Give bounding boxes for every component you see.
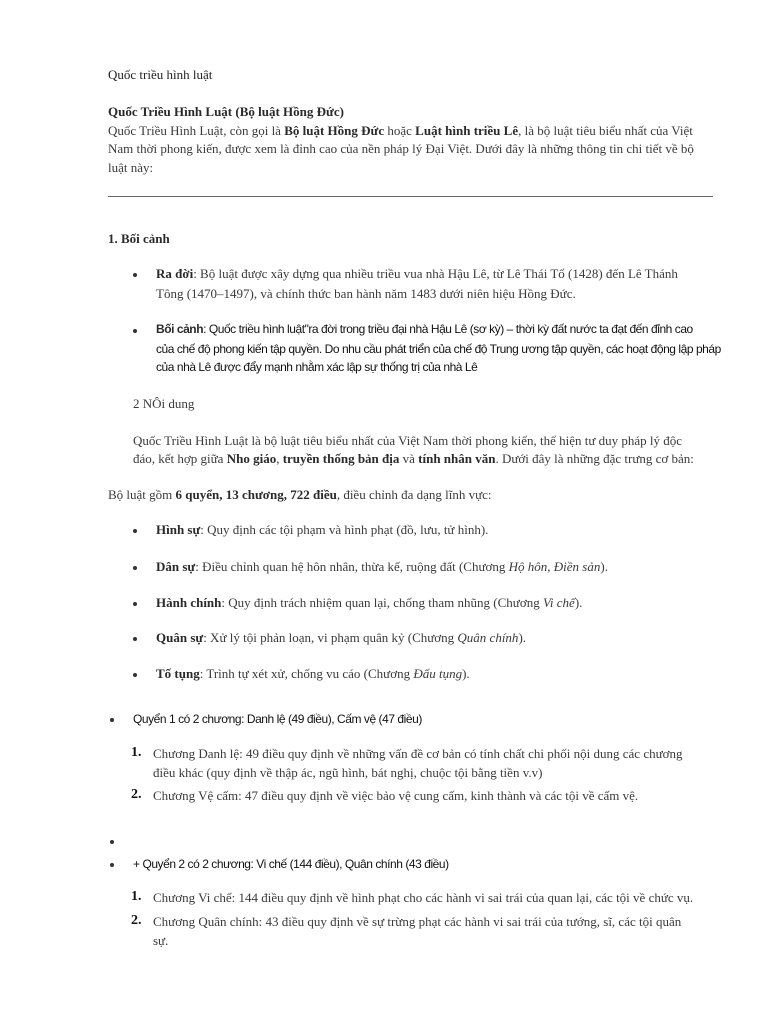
bullet-icon — [133, 602, 137, 606]
book-2-title: + Quyển 2 có 2 chương: Vi chế (144 điều), Quân chính (43 điều) — [133, 857, 449, 871]
bullet-icon — [133, 329, 137, 333]
bullet-icon — [133, 273, 137, 277]
document-title: Quốc triều hình luật — [108, 67, 213, 82]
chapter-text: Chương Vệ cấm: 47 điều quy định về việc bảo vệ cung cấm, kinh thành và các tội về cấm vệ. — [153, 788, 639, 803]
chapter-number: 1. — [131, 745, 142, 760]
intro-line-1: Quốc Triều Hình Luật, còn gọi là Bộ luật Hồng Đức hoặc Luật hình triều Lê, là bộ luật tiêu biểu nhất của Việt — [108, 123, 693, 138]
bullet-icon — [133, 529, 137, 533]
book-1-title: Quyển 1 có 2 chương: Danh lệ (49 điều), Cấm vệ (47 điều) — [133, 712, 422, 726]
section-2-line-1: Quốc Triều Hình Luật là bộ luật tiêu biểu nhất của Việt Nam thời phong kiến, thể hiện tư duy pháp lý độc — [133, 433, 683, 448]
item-label: Bối cảnh — [156, 322, 204, 336]
chapter-number: 1. — [131, 889, 142, 904]
section-2-heading: 2 NÔi dung — [133, 396, 195, 411]
chapter-number: 2. — [131, 913, 142, 928]
bullet-icon — [110, 863, 114, 867]
chapter-text: Chương Danh lệ: 49 điều quy định về những vấn đề cơ bản có tính chất chi phối nội dung các chương — [153, 746, 683, 761]
chapter-text: Chương Quân chính: 43 điều quy định về sự trừng phạt các hành vi sai trái của tướng, sĩ, các tội quân — [153, 914, 682, 929]
bullet-icon — [133, 566, 137, 570]
item-label: Ra đời — [156, 266, 194, 281]
bullet-icon — [133, 637, 137, 641]
bullet-icon — [133, 673, 137, 677]
horizontal-divider — [108, 196, 713, 197]
section-1-heading: 1. Bối cảnh — [108, 231, 170, 246]
chapter-number: 2. — [131, 787, 142, 802]
section-2-line-2: đáo, kết hợp giữa Nho giáo, truyền thống bản địa và tính nhân văn. Dưới đây là những đặc trưng cơ bản: — [133, 451, 694, 466]
intro-heading: Quốc Triều Hình Luật (Bộ luật Hồng Đức) — [108, 104, 344, 119]
intro-line-2: Nam thời phong kiến, được xem là đỉnh cao của nền pháp lý Đại Việt. Dưới đây là những thông tin chi tiết về bộ — [108, 141, 694, 156]
bullet-icon — [110, 718, 114, 722]
intro-line-3: luật này: — [108, 160, 154, 175]
bullet-icon — [110, 840, 114, 844]
summary-line: Bộ luật gồm 6 quyển, 13 chương, 722 điều, điều chỉnh đa dạng lĩnh vực: — [108, 487, 492, 502]
chapter-text: Chương Vi chế: 144 điều quy định về hình phạt cho các hành vi sai trái của quan lại, các tội về chức vụ. — [153, 890, 694, 905]
